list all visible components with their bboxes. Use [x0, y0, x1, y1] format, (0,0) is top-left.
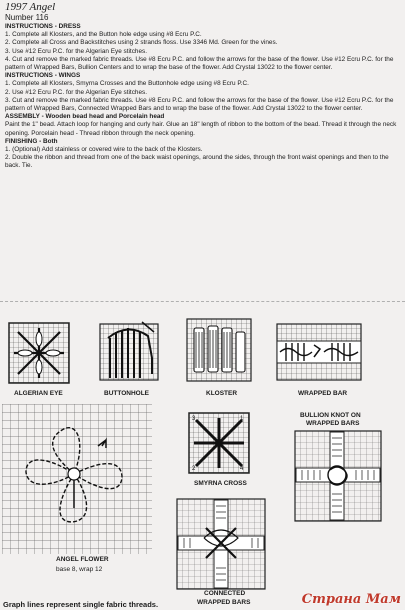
dress-heading: INSTRUCTIONS - DRESS	[5, 23, 81, 30]
smyrna-cross-diagram	[188, 412, 250, 474]
finishing-step: 2. Double the ribbon and thread from one of the back waist openings, around the sides, through the front waist openings and then to the back. Tie.	[5, 154, 389, 170]
dress-step: 2. Complete all Cross and Backstitches using 2 strands floss. Use 3346 Md. Green for the vines.	[5, 39, 278, 47]
watermark-logo: Страна Мам	[301, 592, 401, 607]
angel-flower-sublabel: base 8, wrap 12	[56, 566, 103, 573]
section-divider	[0, 301, 405, 302]
wings-step: 1. Complete all Klosters, Smyrna Crosses and the Buttonhole edge using #8 Ecru P.C.	[5, 80, 249, 88]
bullion-knot-diagram	[294, 430, 382, 522]
finishing-heading: FINISHING - Both	[5, 137, 58, 145]
document-number: Number 116	[5, 13, 49, 22]
algerian-eye-diagram	[8, 322, 70, 384]
wings-step: 3. Cut and remove the marked fabric threads. Use #8 Ecru P.C. and follow the arrows for the base of the flower. Use #12 Ecru P.C. for the pattern of Wrapped Bars, Connected Wrapped Bars and to wrap the base of the flower. Add Crystal 13022 to the flower center.	[5, 96, 394, 113]
svg-text:1: 1	[240, 416, 244, 422]
smyrna-cross-label: SMYRNA CROSS	[194, 480, 247, 487]
svg-text:4: 4	[240, 466, 244, 472]
document-title: 1997 Angel	[5, 1, 56, 13]
dress-step: 4. Cut and remove the marked fabric threads. Use #8 Ecru P.C. and follow the arrows for the base of the flower. Use #12 Ecru P.C. for the pattern of Wrapped Bars, Bullion Centers and to wrap the base of the flower. Add Crystal 13022 to the flower center.	[5, 55, 394, 72]
connected-wrapped-bars-diagram	[176, 498, 266, 590]
angel-flower-diagram	[2, 404, 152, 554]
bullion-knot-label-line2: WRAPPED BARS	[306, 420, 360, 427]
footnote: Graph lines represent single fabric threads.	[3, 600, 159, 609]
assembly-heading: ASSEMBLY - Wooden bead head and Porcelain head	[5, 113, 165, 121]
kloster-diagram	[186, 318, 252, 382]
wings-step: 2. Use #12 Ecru P.C. for the Algerian Eye stitches.	[5, 88, 147, 96]
connected-wrapped-bars-label-line1: CONNECTED	[204, 590, 246, 597]
kloster-label: KLOSTER	[206, 390, 238, 397]
angel-flower-label: ANGEL FLOWER	[56, 556, 109, 563]
svg-text:2: 2	[192, 466, 196, 472]
dress-step: 1. Complete all Klosters, and the Button hole edge using #8 Ecru P.C.	[5, 31, 202, 39]
wrapped-bar-label: WRAPPED BAR	[298, 390, 348, 397]
bullion-knot-label-line1: BULLION KNOT ON	[300, 412, 361, 419]
svg-text:3: 3	[192, 416, 196, 422]
buttonhole-diagram	[98, 318, 162, 382]
instructions-text	[5, 23, 402, 171]
buttonhole-label: BUTTONHOLE	[104, 390, 150, 397]
finishing-step: 1. (Optional) Add stainless or covered wire to the back of the Klosters.	[5, 146, 203, 154]
wrapped-bar-diagram	[276, 323, 362, 381]
assembly-text: Paint the 1" bead. Attach loop for hanging and curly hair. Glue an 18" length of ribbon to the bottom of the bead. Thread it through the neck opening. Porcelain head - Thread ribbon through the neck opening.	[5, 121, 397, 137]
connected-wrapped-bars-label-line2: WRAPPED BARS	[197, 599, 251, 606]
algerian-eye-label: ALGERIAN EYE	[14, 390, 63, 397]
wings-heading: INSTRUCTIONS - WINGS	[5, 72, 81, 80]
dress-step: 3. Use #12 Ecru P.C. for the Algerian Eye stitches.	[5, 47, 147, 55]
